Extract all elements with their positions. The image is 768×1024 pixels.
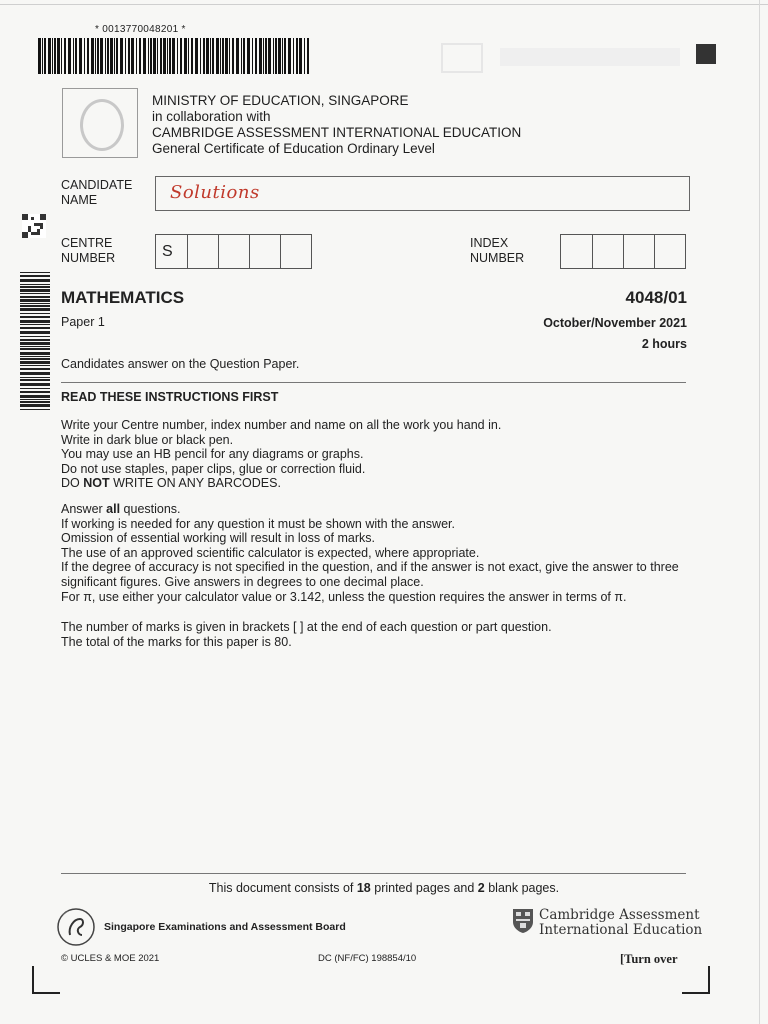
side-barcode-bar — [20, 377, 50, 378]
barcode-bar — [259, 38, 262, 74]
barcode-bar — [79, 38, 82, 74]
barcode-bar — [278, 38, 281, 74]
turn-over: [Turn over — [620, 952, 678, 966]
cambridge-shield-icon — [512, 908, 534, 934]
side-barcode-bar — [20, 299, 50, 302]
instruction-line: If the degree of accuracy is not specified in the question, and if the answer is not exact, give the answer to three significant figures. Give answers in degrees to one decimal place. — [61, 560, 679, 589]
side-barcode-bar — [20, 331, 50, 334]
registration-mark — [696, 44, 716, 64]
side-barcode-bar — [20, 372, 50, 375]
barcode-bar — [273, 38, 274, 74]
org-line-1: MINISTRY OF EDUCATION, SINGAPORE — [152, 93, 409, 108]
side-barcode-bar — [20, 305, 50, 307]
candidate-name-value: Solutions — [170, 182, 260, 203]
barcode-bar — [75, 38, 77, 74]
side-barcode-bar — [20, 336, 50, 337]
index-box-2[interactable] — [592, 235, 623, 268]
instructions-group-2 — [61, 502, 689, 604]
side-barcode-bar — [20, 404, 50, 407]
candidate-name-label — [61, 178, 132, 208]
barcode-bar — [95, 38, 96, 74]
show-through-ghost — [440, 38, 690, 78]
barcode-bar — [116, 38, 118, 74]
barcode-bar — [61, 38, 62, 74]
text-run: This document consists of — [208, 881, 357, 895]
copyright: © UCLES & MOE 2021 — [61, 953, 160, 964]
side-barcode-bar — [20, 316, 50, 318]
instruction-line — [61, 476, 689, 491]
exam-session: October/November 2021 — [543, 316, 687, 330]
barcode-bar — [169, 38, 171, 74]
side-barcode-bar — [20, 356, 50, 357]
barcode-bar — [73, 38, 74, 74]
answer-note: Candidates answer on the Question Paper. — [61, 357, 300, 371]
barcode-bar — [191, 38, 193, 74]
barcode-bar — [105, 38, 106, 74]
barcode-bar — [153, 38, 156, 74]
barcode-bar — [206, 38, 209, 74]
side-barcode-bar — [20, 399, 50, 400]
barcode-bar — [255, 38, 257, 74]
barcode-bar — [150, 38, 152, 74]
barcode-bar — [220, 38, 221, 74]
barcode-bar — [275, 38, 277, 74]
barcode-bar — [114, 38, 115, 74]
barcode-bar — [42, 38, 43, 74]
centre-number-label — [61, 236, 115, 266]
side-barcode-bar — [20, 342, 50, 345]
side-barcode-bar — [20, 401, 50, 403]
side-barcode-bar — [20, 391, 50, 393]
seab-name: Singapore Examinations and Assessment Board — [104, 921, 346, 933]
barcode-bar — [200, 38, 201, 74]
index-box-1[interactable] — [561, 235, 592, 268]
centre-box-2[interactable] — [187, 235, 218, 268]
instructions-group-3 — [61, 620, 689, 649]
barcode-bar — [243, 38, 245, 74]
corner-mark-right — [682, 966, 710, 994]
index-number-label — [470, 236, 524, 266]
barcode-bar — [125, 38, 126, 74]
side-barcode-bar — [20, 395, 50, 398]
centre-box-5[interactable] — [280, 235, 311, 268]
side-barcode-bar — [20, 275, 50, 277]
barcode-bar — [265, 38, 267, 74]
instruction-line: Omission of essential working will result in loss of marks. — [61, 531, 375, 546]
seab-logo-block — [54, 905, 346, 949]
instruction-line: If working is needed for any question it must be shown with the answer. — [61, 516, 455, 531]
org-line-3: CAMBRIDGE ASSESSMENT INTERNATIONAL EDUCATION — [152, 125, 522, 140]
barcode-bar — [160, 38, 162, 74]
barcode-bar — [263, 38, 264, 74]
instruction-line: The number of marks is given in brackets [ ] at the end of each question or part question. — [61, 620, 552, 634]
document-code: DC (NF/FC) 198854/10 — [318, 953, 417, 964]
divider-top — [61, 382, 686, 383]
subject-title: MATHEMATICS — [61, 288, 185, 307]
text-run: Answer — [61, 502, 107, 516]
side-barcode-bar — [20, 286, 50, 288]
barcode-bar — [143, 38, 146, 74]
page-right-edge — [759, 0, 760, 1024]
barcode-bar — [236, 38, 239, 74]
barcode-bar — [307, 38, 309, 74]
barcode-bar — [87, 38, 89, 74]
barcode-bar — [120, 38, 123, 74]
barcode-bar — [131, 38, 134, 74]
barcode-bar — [282, 38, 283, 74]
barcode-bar — [210, 38, 211, 74]
side-barcode-bar — [20, 279, 50, 282]
paper-number: Paper 1 — [61, 315, 105, 329]
side-barcode-bar — [20, 308, 50, 311]
barcode-number: * 0013770048201 * — [95, 24, 186, 35]
barcode-bar — [212, 38, 214, 74]
instruction-line: Write in dark blue or black pen. — [61, 432, 234, 447]
centre-box-1[interactable]: S — [162, 242, 173, 260]
instruction-line: Write your Centre number, index number and name on all the work you hand in. — [61, 418, 502, 432]
barcode-bar — [52, 38, 53, 74]
barcode-bar — [293, 38, 294, 74]
barcode-bar — [284, 38, 286, 74]
barcode-bar — [203, 38, 205, 74]
barcode-bar — [184, 38, 187, 74]
side-barcode — [20, 272, 50, 412]
barcode-bar — [177, 38, 178, 74]
barcode-bar — [97, 38, 99, 74]
top-barcode — [38, 38, 310, 74]
barcode-bar — [268, 38, 271, 74]
barcode-bar — [128, 38, 130, 74]
instruction-line: For π, use either your calculator value or 3.142, unless the question requires the answer in terms of π. — [61, 589, 627, 604]
index-number-boxes[interactable] — [560, 234, 686, 269]
side-barcode-bar — [20, 284, 50, 285]
side-barcode-bar — [20, 327, 50, 329]
barcode-bar — [57, 38, 60, 74]
centre-box-3[interactable] — [218, 235, 249, 268]
barcode-bar — [163, 38, 166, 74]
instruction-line — [61, 502, 689, 517]
barcode-bar — [148, 38, 149, 74]
text-run: printed pages and — [370, 881, 478, 895]
printed-pages-count: 18 — [356, 881, 371, 895]
instructions-heading: READ THESE INSTRUCTIONS FIRST — [61, 390, 279, 404]
side-barcode-bar — [20, 368, 50, 370]
barcode-bar — [110, 38, 113, 74]
side-barcode-bar — [20, 348, 50, 350]
barcode-bar — [157, 38, 158, 74]
side-barcode-bar — [20, 352, 50, 355]
instruction-line: The total of the marks for this paper is 80. — [61, 634, 292, 649]
barcode-bar — [288, 38, 291, 74]
side-barcode-bar — [20, 324, 50, 325]
index-box-4[interactable] — [654, 235, 685, 268]
instruction-line: The use of an approved scientific calculator is expected, where appropriate. — [61, 545, 480, 560]
side-barcode-bar — [20, 339, 50, 341]
barcode-bar — [44, 38, 46, 74]
barcode-bar — [232, 38, 234, 74]
side-barcode-bar — [20, 320, 50, 323]
page-count-note — [0, 881, 768, 895]
side-barcode-bar — [20, 388, 50, 389]
barcode-bar — [54, 38, 56, 74]
qr-code — [22, 214, 46, 238]
org-line-4: General Certificate of Education Ordinary Level — [152, 141, 435, 156]
barcode-bar — [172, 38, 175, 74]
candidate-label-line-1: CANDIDATE — [61, 178, 133, 192]
instructions-group-1 — [61, 418, 689, 491]
side-barcode-bar — [20, 303, 50, 304]
side-barcode-bar — [20, 358, 50, 360]
barcode-bar — [84, 38, 85, 74]
organisation-block — [152, 93, 521, 157]
o-level-logo — [62, 88, 138, 158]
barcode-bar — [100, 38, 103, 74]
barcode-bar — [247, 38, 250, 74]
seab-logo-icon — [54, 905, 98, 949]
centre-label-line-2: NUMBER — [61, 251, 116, 265]
text-run: questions. — [120, 502, 181, 516]
instruction-line: You may use an HB pencil for any diagrams or graphs. — [61, 447, 364, 462]
barcode-bar — [167, 38, 168, 74]
barcode-bar — [252, 38, 253, 74]
side-barcode-bar — [20, 365, 50, 366]
barcode-bar — [296, 38, 298, 74]
barcode-bar — [304, 38, 305, 74]
index-label-line-1: INDEX — [470, 236, 509, 250]
barcode-bar — [216, 38, 219, 74]
barcode-bar — [38, 38, 41, 74]
barcode-bar — [48, 38, 51, 74]
text-run-bold: all — [106, 502, 121, 516]
barcode-bar — [225, 38, 228, 74]
barcode-bar — [91, 38, 94, 74]
side-barcode-bar — [20, 409, 50, 410]
barcode-bar — [64, 38, 66, 74]
barcode-bar — [229, 38, 230, 74]
side-barcode-bar — [20, 346, 50, 347]
divider-bottom — [61, 873, 686, 874]
barcode-bar — [68, 38, 71, 74]
instruction-line: Do not use staples, paper clips, glue or correction fluid. — [61, 461, 366, 476]
index-box-3[interactable] — [623, 235, 654, 268]
cambridge-line-2: International Education — [539, 922, 703, 938]
cambridge-logo-block — [512, 908, 702, 938]
side-barcode-bar — [20, 296, 50, 298]
cambridge-line-1: Cambridge Assessment — [539, 907, 700, 923]
side-barcode-bar — [20, 313, 50, 314]
barcode-bar — [241, 38, 242, 74]
exam-duration: 2 hours — [641, 337, 687, 351]
barcode-bar — [107, 38, 109, 74]
org-line-2: in collaboration with — [152, 109, 271, 124]
barcode-bar — [188, 38, 189, 74]
candidate-label-line-2: NAME — [61, 193, 98, 207]
text-run-bold: NOT — [83, 476, 110, 491]
barcode-bar — [136, 38, 137, 74]
text-run: WRITE ON ANY BARCODES. — [109, 476, 281, 491]
side-barcode-bar — [20, 383, 50, 386]
index-label-line-2: NUMBER — [470, 251, 525, 265]
side-barcode-bar — [20, 361, 50, 364]
corner-mark-left — [32, 966, 60, 994]
text-run: blank pages. — [484, 881, 560, 895]
side-barcode-bar — [20, 293, 50, 294]
side-barcode-bar — [20, 379, 50, 381]
text-run: DO — [61, 476, 84, 491]
centre-label-line-1: CENTRE — [61, 236, 113, 250]
barcode-bar — [180, 38, 182, 74]
cambridge-name — [539, 908, 702, 938]
barcode-bar — [222, 38, 224, 74]
barcode-bar — [299, 38, 302, 74]
barcode-bar — [195, 38, 198, 74]
side-barcode-bar — [20, 272, 50, 273]
centre-box-4[interactable] — [249, 235, 280, 268]
barcode-bar — [139, 38, 141, 74]
centre-number-boxes[interactable] — [155, 234, 312, 269]
side-barcode-bar — [20, 289, 50, 292]
blank-pages-count: 2 — [477, 881, 485, 895]
page-top-edge — [0, 4, 768, 5]
syllabus-code: 4048/01 — [625, 288, 687, 307]
